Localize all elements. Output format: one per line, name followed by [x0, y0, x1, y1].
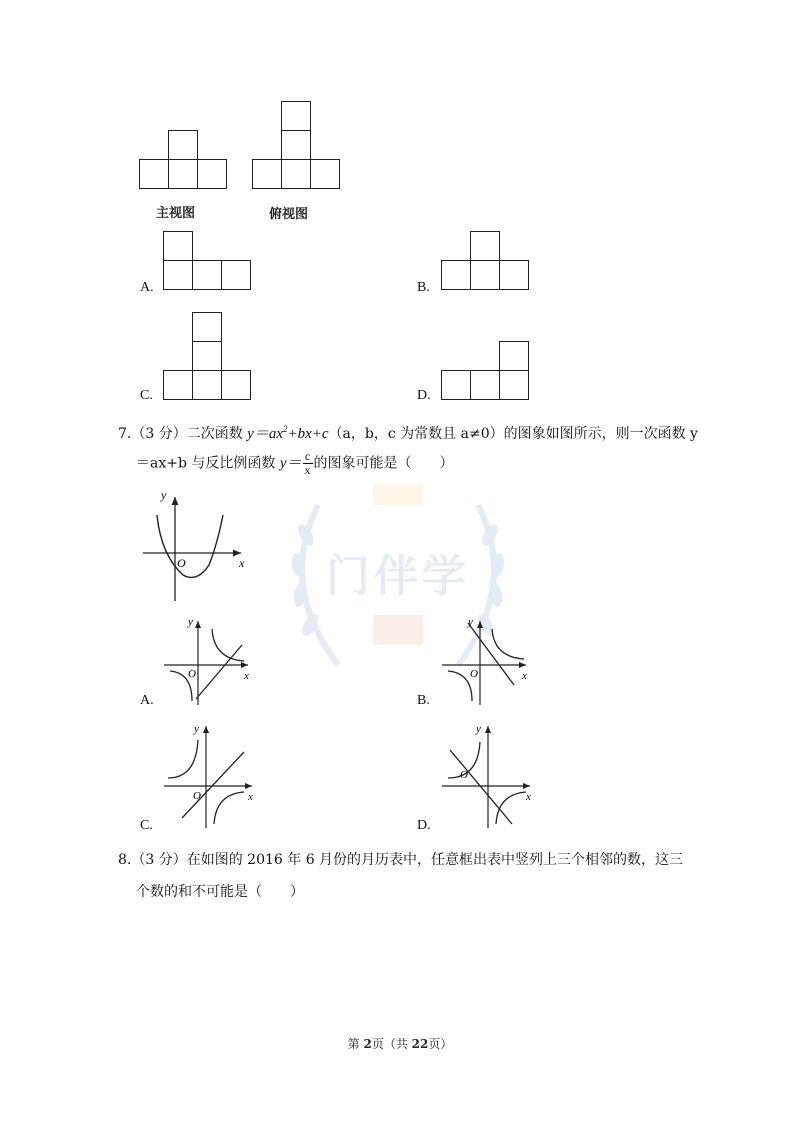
q8-score: （3 分）: [131, 852, 187, 868]
svg-text:O: O: [470, 668, 478, 680]
q7-fraction: [303, 450, 313, 477]
q8-line-1: [118, 850, 683, 870]
footer-post: 页）: [428, 1037, 453, 1051]
svg-text:y: y: [468, 616, 473, 628]
q8-text-2: 个数的和不可能是（ ）: [136, 884, 304, 900]
q6-option-a-label[interactable]: A.: [140, 280, 154, 295]
q7-line-2: [136, 450, 454, 477]
q7-option-d-graph: [438, 720, 538, 830]
q7-origin-label: O: [177, 556, 186, 570]
top-view-label: 俯视图: [269, 207, 309, 222]
q7-option-b-graph: [438, 615, 538, 707]
svg-text:O: O: [193, 790, 201, 802]
q7-y-eq: y＝: [279, 455, 302, 472]
footer-total-pages: 22: [411, 1037, 429, 1051]
q7-option-a-label[interactable]: A.: [140, 693, 154, 708]
q8-line-2: [136, 882, 304, 902]
svg-text:x: x: [526, 791, 531, 803]
svg-text:O: O: [188, 668, 196, 680]
q7-frac-num: c: [303, 450, 313, 464]
q7-option-d-label[interactable]: D.: [417, 818, 431, 833]
q7-parabola-graph: [135, 485, 255, 610]
svg-text:y: y: [476, 723, 481, 735]
footer-pre: 第: [347, 1037, 364, 1051]
q7-equation: $y=ax^2+bx+c$: [247, 424, 329, 442]
svg-text:x: x: [244, 670, 249, 682]
q6-option-b-label[interactable]: B.: [417, 280, 430, 295]
q7-text-1b: （a，b，c 为常数且 a≠0）的图象如图所示，则一次函数 y: [328, 426, 698, 442]
q7-line-1: [118, 419, 698, 444]
q8-text-1: 在如图的 2016 年 6 月份的月历表中，任意框出表中竖列上三个相邻的数，这三: [186, 852, 684, 868]
q7-y-label: y: [161, 488, 167, 502]
q6-option-d-label[interactable]: D.: [417, 388, 431, 403]
q7-x-label: x: [239, 556, 245, 570]
svg-text:x: x: [248, 791, 253, 803]
svg-text:y: y: [194, 723, 199, 735]
page-footer: [0, 1035, 800, 1052]
q6-option-c-label[interactable]: C.: [140, 388, 153, 403]
footer-page-number: 2: [363, 1037, 372, 1051]
q7-number: 7.: [118, 426, 132, 442]
svg-text:y: y: [188, 616, 193, 628]
watermark-text: 门伴学: [326, 551, 470, 602]
q7-option-c-label[interactable]: C.: [140, 818, 153, 833]
q7-frac-den: x: [304, 463, 311, 477]
q7-option-b-label[interactable]: B.: [417, 693, 430, 708]
svg-text:O: O: [460, 769, 468, 781]
q7-text-2a: ＝ax+b 与反比例函数: [136, 455, 280, 472]
q7-option-a-graph: [160, 615, 260, 707]
q7-text-1: 二次函数: [186, 426, 248, 442]
footer-mid: 页（共: [371, 1037, 412, 1051]
q8-number: 8.: [118, 852, 132, 868]
q7-option-c-graph: [160, 720, 260, 830]
q7-text-2b: 的图象可能是（ ）: [313, 455, 454, 472]
svg-text:x: x: [522, 670, 527, 682]
q7-score: （3 分）: [131, 426, 187, 442]
front-view-label: 主视图: [156, 206, 196, 221]
